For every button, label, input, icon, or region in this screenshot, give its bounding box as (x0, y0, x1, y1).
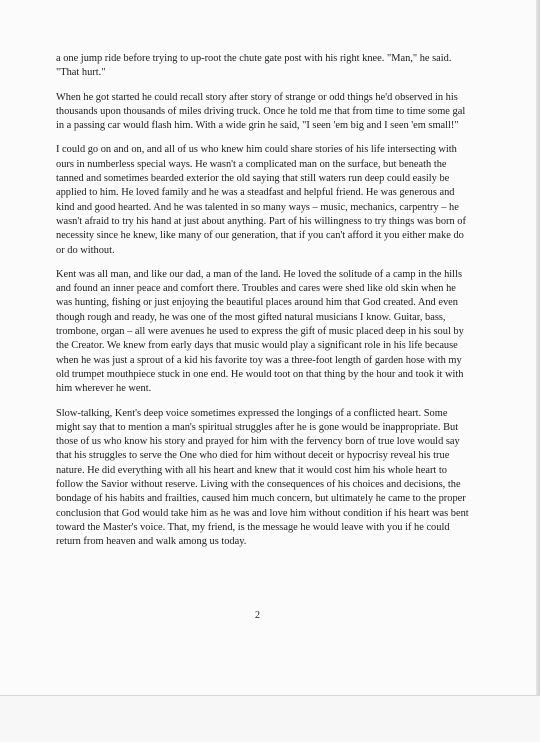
paragraph: a one jump ride before trying to up-root the chute gate post with his right knee. "Man," he said. "That hurt." (56, 53, 452, 79)
paragraph: Slow-talking, Kent's deep voice sometimes expressed the longings of a conflicted heart. Some might say that to mention a man's spiritual struggles after he is gone would be inappropriate. But those of us who know his story and prayed for him with the fervency born of true love would say that his struggles to serve the One who died for him without deceit or hypocrisy reveal his true nature. He did everything with all his heart and knew that it would cost him his whole heart to follow the Savior without reserve. Living with the consequences of his choices and decisions, the bondage of his habits and frailties, caused him much concern, but ultimately he came to the proper conclusion that God would take him as he was and love him without condition if his heart was bent toward the Master's voice. That, my friend, is the message he would leave with you if he could return from heaven and walk among us today. (56, 407, 469, 548)
page-bottom-margin (0, 695, 540, 742)
page-number: 2 (255, 610, 260, 621)
body-text (56, 52, 474, 560)
page-edge-shadow (536, 0, 540, 742)
paragraph: When he got started he could recall story after story of strange or odd things he'd observed in his thousands upon thousands of miles driving truck. Once he told me that from time to time some gal in a passing car would flash him. With a wide grin he said, "I seen 'em big and I seen 'em small!" (56, 91, 466, 132)
paragraph: Kent was all man, and like our dad, a man of the land. He loved the solitude of a camp in the hills and found an inner peace and comfort there. Troubles and cares were shed like old skin when he was hunting, fishing or just enjoying the beautiful places around him that God created. And even though rough and ready, he was one of the most gifted natural musicians I know. Guitar, bass, trombone, organ – all were avenues he used to express the gift of music placed deep in his soul by the Creator. We knew from early days that music would play a significant role in his life because when he was just a sprout of a kid his favorite toy was a three-foot length of garden hose with my old trumpet mouthpiece stuck in one end. He would toot on that thing by the hour and took it with him wherever he went. (56, 268, 464, 395)
paragraph: I could go on and on, and all of us who knew him could share stories of his life intersecting with ours in numberless special ways. He wasn't a complicated man on the surface, but beneath the tanned and sometimes bearded exterior the old saying that still waters run deep could easily be applied to him. He loved family and he was a steadfast and helpful friend. He was generous and kind and good hearted. And he was talented in so many ways – music, mechanics, carpentry – he wasn't afraid to try his hand at just about anything. Part of his willingness to try things was born of necessity since he knew, like many of our generation, that if you can't afford it you either make do or do without. (56, 144, 466, 256)
